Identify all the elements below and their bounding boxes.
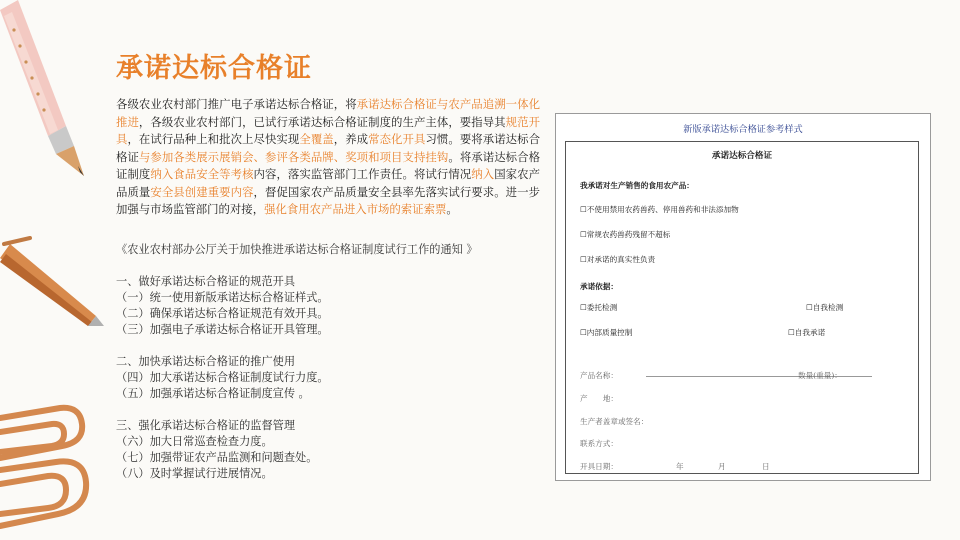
section-heading: 一、做好承诺达标合格证的规范开具 [116,275,296,288]
promise-heading: 我承诺对生产销售的食用农产品： [580,181,694,190]
highlight-text: 强化食用农产品进入市场的索证索票 [264,202,447,216]
producer-label: 生产者盖章或签名： [580,417,649,426]
day-label: 日 [762,462,770,471]
certificate-form [565,141,919,474]
body-text: 国家农产品质量 [116,167,540,199]
section-heading: 三、强化承诺达标合格证的监督管理 [116,419,296,432]
certificate-sample-image [555,113,931,481]
body-text: ，养成 [333,132,369,146]
body-text: 习惯。要将承诺达标合格证 [116,132,540,164]
body-text: 。 [446,202,458,216]
promise-item: ☐常规农药兽药残留不超标 [580,230,671,239]
section-item: （三）加强电子承诺达标合格证开具管理。 [116,323,329,336]
section-item: （八）及时掌握试行进展情况。 [116,467,273,480]
highlight-text: 安全县创建重要内容 [150,184,254,199]
issue-date-label: 开具日期： [580,462,618,471]
highlight-text: 承诺达标合格证与农产品追溯一体化推进 [116,97,540,129]
form-caption: 新版承诺达标合格证参考样式 [683,124,803,135]
year-label: 年 [676,462,684,471]
section-3 [116,418,546,482]
contact-label: 联系方式： [580,439,618,448]
highlight-text: 与参加各类展示展销会、参评各类品牌、奖项和项目支持挂钩 [138,149,449,164]
notice-title: 《农业农村部办公厅关于加快推进承诺达标合格证制度试行工作的通知 》 [116,243,478,256]
body-text: ，督促国家农产品质量安全县率先落实试行要求。进一步加强与市场监管部门的对接， [116,184,540,216]
section-item: （四）加大承诺达标合格证制度试行力度。 [116,371,329,384]
highlight-text: 纳入 [471,167,495,181]
section-item: （五）加强承诺达标合格证制度宣传 。 [116,387,310,400]
sections-list [116,274,546,498]
page-title: 承诺达标合格证 [116,53,312,84]
body-text: 。将承诺达标合格证制度 [116,149,540,181]
origin-label: 产 地： [580,394,618,403]
month-label: 月 [718,462,726,471]
pen-illustration [0,238,104,326]
section-item: （六）加大日常巡查检查力度。 [116,435,273,448]
paperclip-illustration [0,408,86,526]
section-heading: 二、加快承诺达标合格证的推广使用 [116,355,296,368]
intro-paragraph [116,96,540,219]
body-text: ，各级农业农村部门，已试行承诺达标合格证制度的生产主体，要指导其 [138,114,506,129]
form-title: 承诺达标合格证 [711,151,773,161]
pencil-illustration [0,0,84,176]
basis-option: ☐自我检测 [806,303,844,312]
body-text: ，在试行品种上和批次上尽快实现 [127,132,300,146]
basis-option: ☐委托检测 [580,303,618,312]
highlight-text: 规范开具 [116,114,540,146]
body-text: 各级农业农村部门推广电子承诺达标合格证，将 [116,97,357,111]
basis-option: ☐自我承诺 [788,328,826,337]
highlight-text: 纳入食品安全等考核 [150,167,254,181]
promise-item: ☐不使用禁用农药兽药、停用兽药和非法添加物 [580,205,739,214]
section-2 [116,354,546,402]
product-name-label: 产品名称： [580,371,618,380]
section-1 [116,274,546,338]
highlight-text: 常态化开具 [368,132,426,146]
basis-heading: 承诺依据： [580,282,618,291]
basis-option: ☐内部质量控制 [580,328,633,337]
section-item: （二）确保承诺达标合格证规范有效开具。 [116,307,329,320]
section-item: （一）统一使用新版承诺达标合格证样式。 [116,291,329,304]
promise-item: ☐对承诺的真实性负责 [580,255,656,264]
highlight-text: 全覆盖 [299,132,334,146]
section-item: （七）加强带证农产品监测和问题查处。 [116,451,318,464]
quantity-label: 数量(重量)： [798,371,842,380]
body-text: 内容，落实监管部门工作责任。将试行情况 [253,167,472,181]
